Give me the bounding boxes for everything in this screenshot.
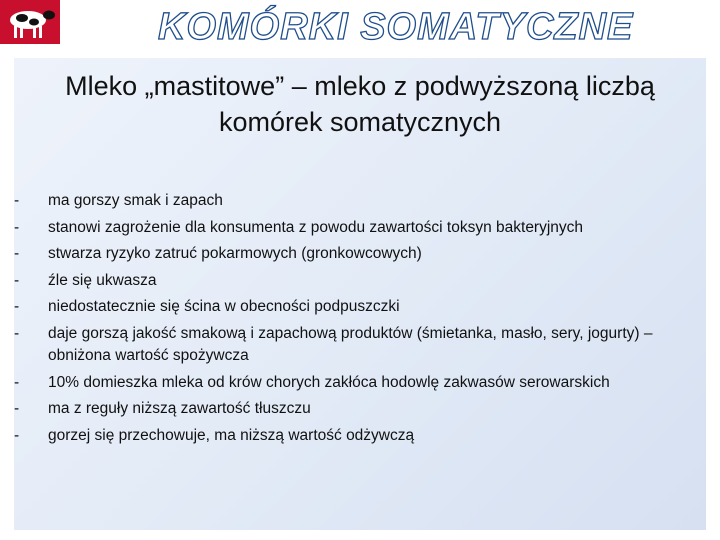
content-panel	[14, 58, 706, 530]
bullet-marker: -	[14, 218, 20, 236]
bullet-text: źle się ukwasza	[48, 271, 157, 289]
bullet-marker: -	[14, 245, 20, 262]
bullet-text: ma gorszy smak i zapach	[48, 192, 223, 209]
bullet-text: daje gorszą jakość smakową i zapachową produktów (śmietanka, masło, sery, jogurty) – obniżona wartość spożywcza	[48, 324, 653, 364]
bullet-marker: -	[14, 400, 20, 417]
slide-title: Mleko „mastitowe” – mleko z podwyższoną liczbą komórek somatycznych	[65, 71, 655, 137]
bullet-marker: -	[14, 192, 20, 209]
list-item	[14, 190, 706, 213]
bullet-text: ma z reguły niższą zawartość tłuszczu	[48, 400, 311, 417]
header-title: KOMÓRKI SOMATYCZNE	[158, 6, 634, 48]
bullet-list	[14, 190, 706, 451]
bullet-marker: -	[14, 271, 20, 289]
list-item	[14, 270, 706, 293]
list-item	[14, 372, 706, 395]
bullet-marker: -	[14, 426, 20, 444]
bullet-text: stwarza ryzyko zatruć pokarmowych (gronkowcowych)	[48, 245, 422, 262]
list-item	[14, 398, 706, 421]
list-item	[14, 243, 706, 266]
bullet-marker: -	[14, 324, 20, 342]
list-item	[14, 296, 706, 319]
list-item	[14, 217, 706, 240]
cow-logo-icon	[0, 0, 60, 44]
bullet-marker: -	[14, 298, 20, 315]
bullet-text: 10% domieszka mleka od krów chorych zakłóca hodowlę zakwasów serowarskich	[48, 373, 610, 391]
bullet-text: stanowi zagrożenie dla konsumenta z powodu zawartości toksyn bakteryjnych	[48, 218, 584, 236]
list-item	[14, 425, 706, 448]
bullet-text: niedostatecznie się ścina w obecności podpuszczki	[48, 298, 400, 315]
bullet-text: gorzej się przechowuje, ma niższą wartość odżywczą	[48, 426, 415, 444]
list-item	[14, 323, 706, 368]
bullet-marker: -	[14, 373, 20, 391]
